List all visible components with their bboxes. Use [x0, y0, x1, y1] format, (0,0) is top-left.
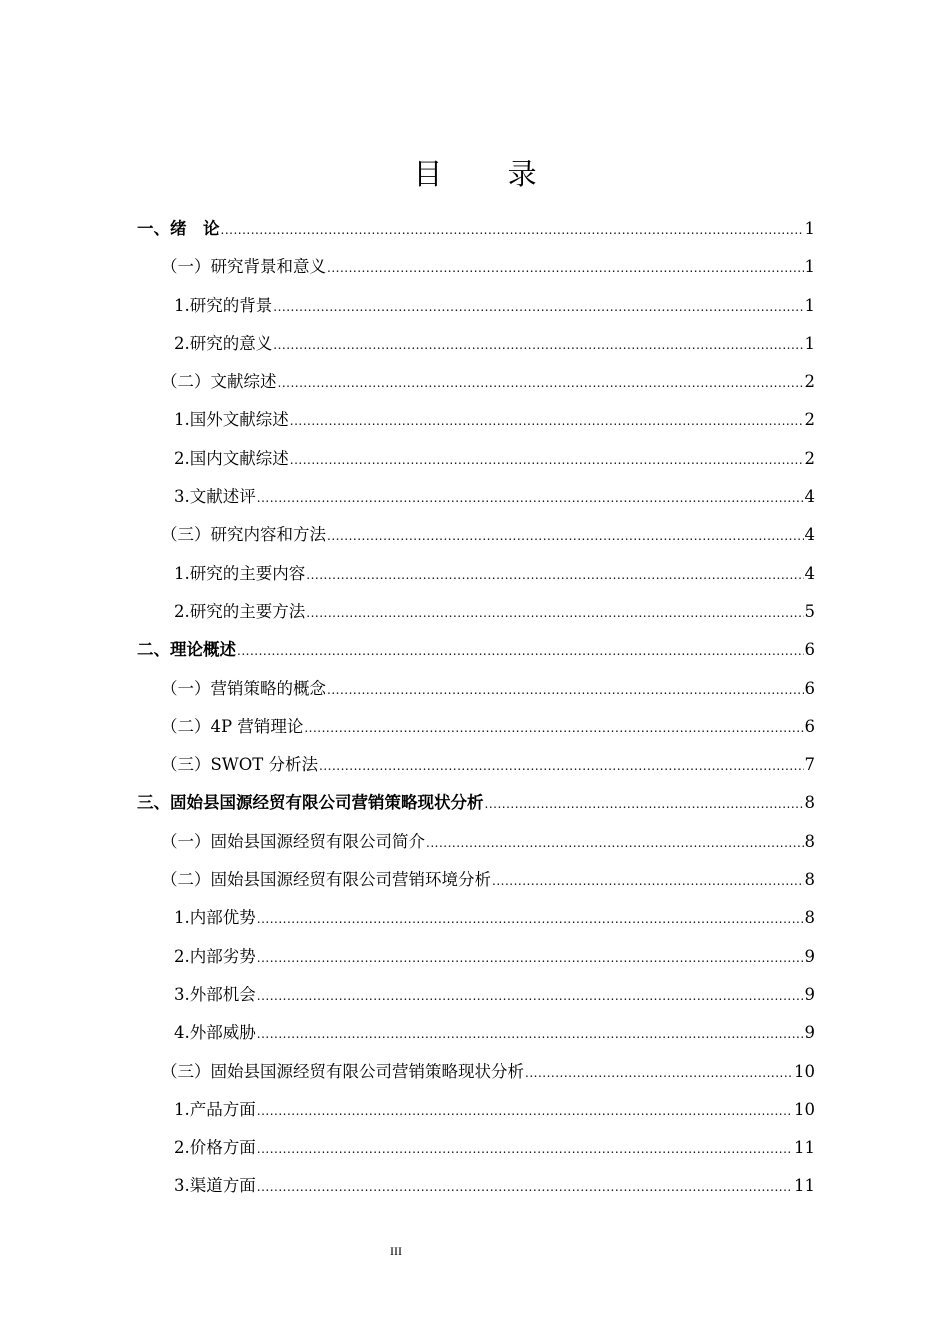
toc-dot-leader [237, 632, 804, 670]
toc-dot-leader [257, 939, 804, 977]
toc-entry-page: 2 [804, 448, 815, 468]
toc-entry-title: 2.内部劣势 [174, 946, 256, 966]
toc-entry-title: 4.外部威胁 [174, 1023, 256, 1043]
toc-dot-leader [257, 1092, 793, 1130]
toc-entry-page: 6 [804, 678, 815, 698]
toc-dot-leader [306, 594, 803, 632]
toc-entry[interactable] [137, 478, 815, 516]
toc-dot-leader [257, 977, 804, 1015]
toc-entry-page: 1 [804, 257, 815, 277]
toc-entry[interactable] [137, 670, 815, 708]
toc-entry[interactable] [137, 555, 815, 593]
toc-entry[interactable] [137, 823, 815, 861]
toc-entry-page: 2 [804, 410, 815, 430]
toc-entry-title: （一）研究背景和意义 [161, 257, 326, 277]
toc-dot-leader [257, 900, 804, 938]
toc-entry[interactable] [137, 287, 815, 325]
toc-entry-page: 11 [794, 1176, 815, 1196]
toc-entry-title: （三）固始县国源经贸有限公司营销策略现状分析 [161, 1061, 524, 1081]
toc-dot-leader [304, 709, 803, 747]
toc-entry-page: 9 [804, 946, 815, 966]
toc-dot-leader [485, 785, 804, 823]
toc-entry-page: 8 [804, 831, 815, 851]
toc-entry-title: （三）研究内容和方法 [161, 525, 326, 545]
toc-entry[interactable] [137, 861, 815, 899]
toc-dot-leader [273, 326, 803, 364]
toc-entry[interactable] [137, 440, 815, 478]
toc-entry-title: 2.研究的主要方法 [174, 601, 306, 621]
toc-entry-title: 2.研究的意义 [174, 333, 273, 353]
toc-entry-page: 1 [804, 295, 815, 315]
toc-entry-title: （一）固始县国源经贸有限公司简介 [161, 831, 425, 851]
toc-entry-page: 6 [804, 640, 815, 660]
toc-entry-page: 6 [804, 716, 815, 736]
toc-entry[interactable] [137, 593, 815, 631]
toc-entry-page: 11 [794, 1138, 815, 1158]
toc-entry-title: （二）4P 营销理论 [161, 716, 304, 736]
toc-entry-title: 1.研究的背景 [174, 295, 273, 315]
toc-dot-leader [327, 517, 804, 555]
toc-entry-page: 8 [804, 908, 815, 928]
toc-entry-page: 1 [804, 219, 815, 238]
toc-entry-title: 3.文献述评 [174, 487, 256, 507]
toc-dot-leader [257, 1168, 793, 1206]
page-title: 目 录 [413, 157, 565, 191]
toc-entry[interactable] [137, 1014, 815, 1052]
page-number-footer: III [390, 1244, 402, 1258]
toc-entry-title: 3.外部机会 [174, 984, 256, 1004]
toc-dot-leader [257, 1130, 793, 1168]
toc-entry[interactable] [137, 1091, 815, 1129]
toc-entry-title: 1.内部优势 [174, 908, 256, 928]
toc-entry-title: 1.产品方面 [174, 1099, 256, 1119]
toc-dot-leader [327, 249, 804, 287]
toc-entry[interactable] [137, 363, 815, 401]
toc-entry[interactable] [137, 746, 815, 784]
toc-entry[interactable] [137, 899, 815, 937]
toc-entry-page: 10 [794, 1099, 815, 1119]
toc-dot-leader [221, 211, 804, 249]
toc-entry[interactable] [137, 708, 815, 746]
table-of-contents [137, 210, 815, 1206]
toc-entry[interactable] [137, 784, 815, 822]
toc-entry[interactable] [137, 631, 815, 669]
toc-entry-page: 10 [794, 1061, 815, 1081]
toc-entry-title: 二、理论概述 [137, 640, 236, 660]
toc-entry-page: 8 [804, 793, 815, 813]
toc-entry-title: 1.国外文献综述 [174, 410, 289, 430]
toc-entry[interactable] [137, 248, 815, 286]
toc-dot-leader [306, 556, 803, 594]
toc-dot-leader [273, 288, 803, 326]
toc-entry-title: 1.研究的主要内容 [174, 563, 306, 583]
toc-entry-page: 1 [804, 333, 815, 353]
toc-entry-page: 8 [804, 870, 815, 890]
toc-entry-title: 2.国内文献综述 [174, 448, 289, 468]
toc-entry-page: 9 [804, 984, 815, 1004]
toc-entry[interactable] [137, 976, 815, 1014]
toc-entry-title: 一、绪 论 [137, 219, 220, 238]
toc-dot-leader [525, 1054, 793, 1092]
toc-dot-leader [278, 364, 804, 402]
toc-dot-leader [257, 1015, 804, 1053]
toc-entry-page: 5 [804, 601, 815, 621]
toc-entry-page: 9 [804, 1023, 815, 1043]
toc-entry-title: （二）固始县国源经贸有限公司营销环境分析 [161, 870, 491, 890]
toc-entry-page: 2 [804, 372, 815, 392]
toc-entry-title: （三）SWOT 分析法 [161, 755, 319, 775]
toc-entry[interactable] [137, 325, 815, 363]
toc-dot-leader [492, 862, 804, 900]
toc-dot-leader [426, 824, 804, 862]
toc-dot-leader [319, 747, 803, 785]
toc-entry[interactable] [137, 1053, 815, 1091]
toc-entry-title: （一）营销策略的概念 [161, 678, 326, 698]
toc-entry-page: 4 [804, 563, 815, 583]
toc-entry[interactable] [137, 401, 815, 439]
toc-entry[interactable] [137, 210, 815, 248]
toc-entry[interactable] [137, 938, 815, 976]
toc-entry-page: 4 [804, 525, 815, 545]
toc-entry-page: 4 [804, 487, 815, 507]
toc-entry[interactable] [137, 516, 815, 554]
toc-entry[interactable] [137, 1129, 815, 1167]
toc-dot-leader [257, 479, 804, 517]
toc-entry-title: 三、固始县国源经贸有限公司营销策略现状分析 [137, 793, 484, 813]
toc-entry-title: 3.渠道方面 [174, 1176, 256, 1196]
toc-dot-leader [327, 671, 804, 709]
toc-entry-title: 2.价格方面 [174, 1138, 256, 1158]
toc-entry[interactable] [137, 1167, 815, 1205]
toc-entry-title: （二）文献综述 [161, 372, 277, 392]
toc-dot-leader [290, 441, 804, 479]
toc-dot-leader [290, 402, 804, 440]
toc-entry-page: 7 [804, 755, 815, 775]
